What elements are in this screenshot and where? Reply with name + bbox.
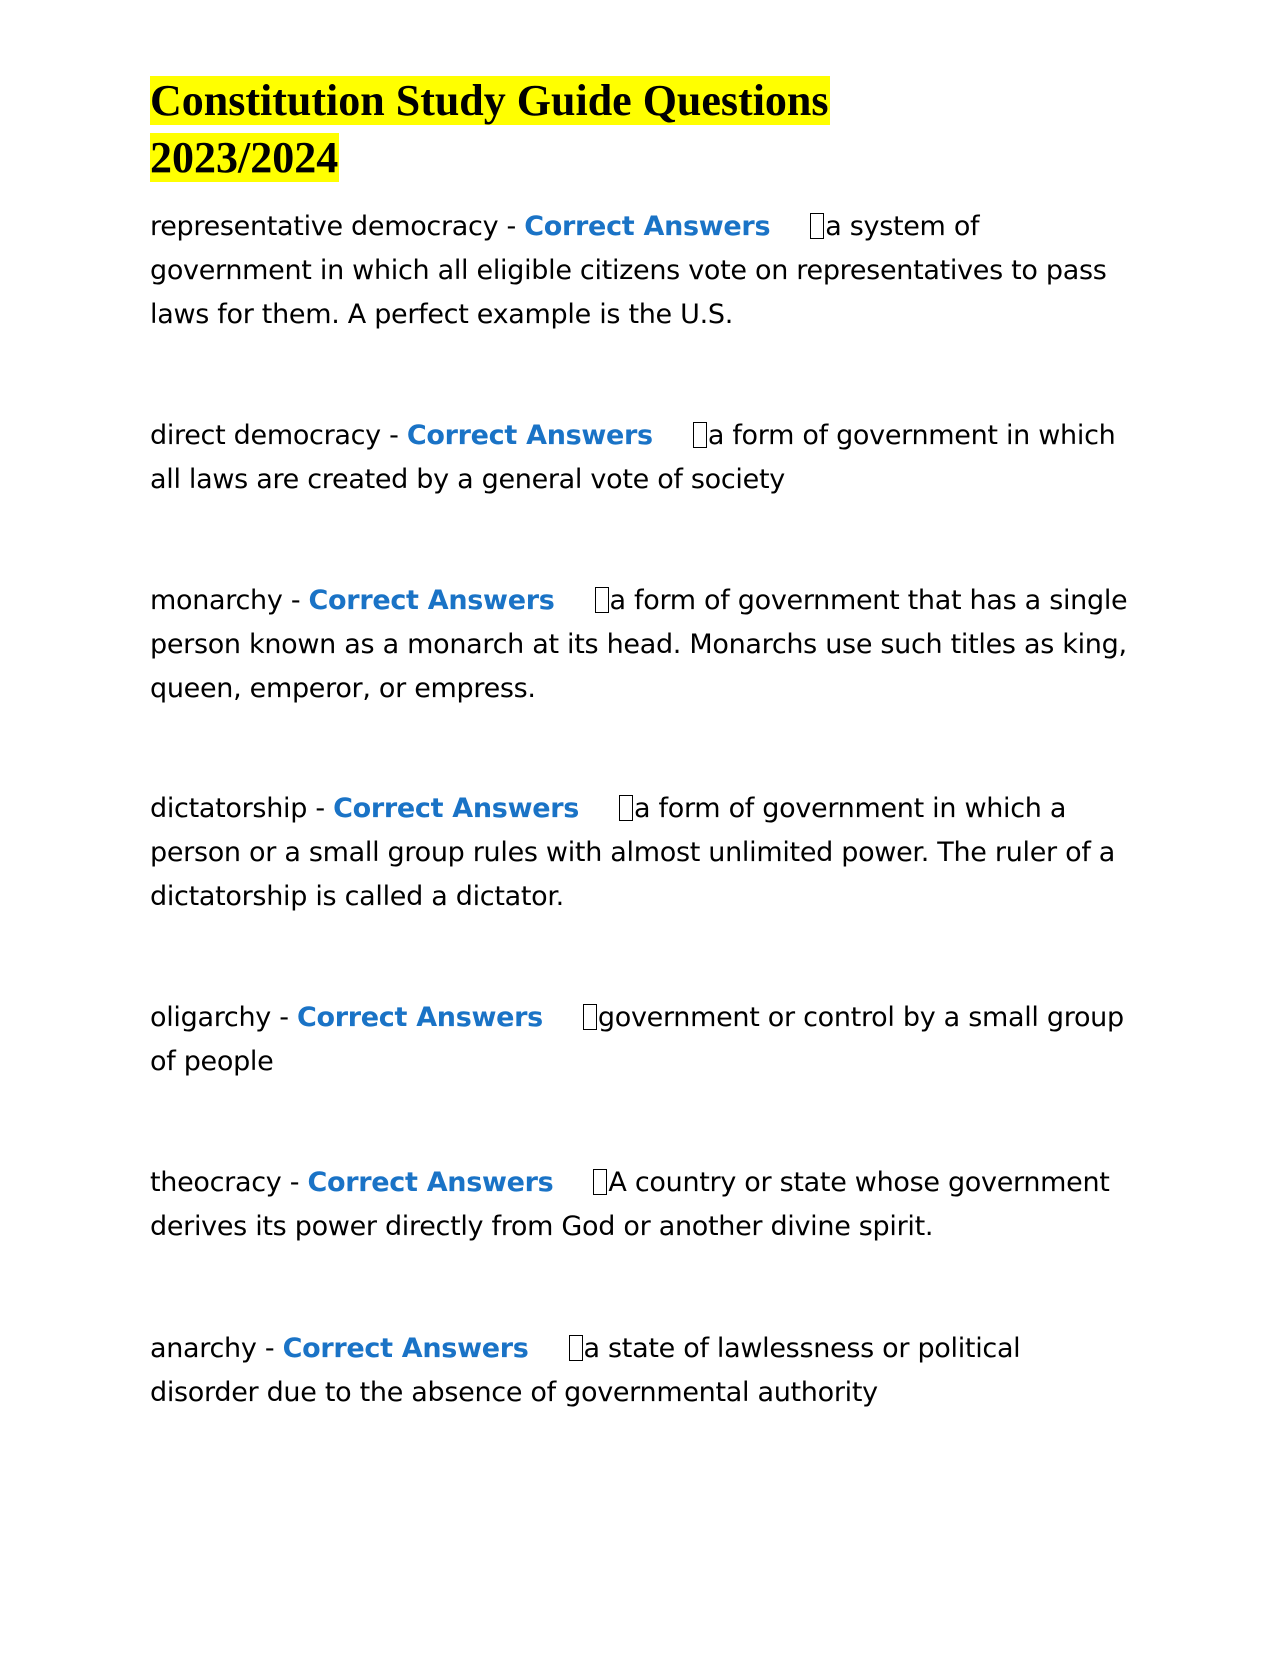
entry-definition: a system of government in which all eligible citizens vote on representatives to pass laws for them. A perfect example is the U.S. xyxy=(150,211,1107,330)
correct-answers-label: Correct Answers xyxy=(296,1002,543,1033)
entry-separator: - xyxy=(380,420,407,451)
entry-term: representative democracy xyxy=(150,211,499,242)
missing-glyph-box-icon xyxy=(569,1335,583,1361)
entry-definition: a form of government in which all laws are created by a general vote of society xyxy=(150,420,1116,495)
entry-theocracy xyxy=(150,1161,1130,1249)
page-title xyxy=(150,72,1150,186)
entry-separator: - xyxy=(281,1167,308,1198)
missing-glyph-box-icon xyxy=(619,795,633,821)
entry-separator: - xyxy=(270,1002,297,1033)
missing-glyph-box-icon xyxy=(593,1169,607,1195)
entry-definition: a state of lawlessness or political disorder due to the absence of governmental authority xyxy=(150,1333,1021,1408)
entry-term: oligarchy xyxy=(150,1002,271,1033)
entry-term: direct democracy xyxy=(150,420,381,451)
entry-oligarchy xyxy=(150,996,1130,1084)
correct-answers-label: Correct Answers xyxy=(307,1167,554,1198)
correct-answers-label: Correct Answers xyxy=(282,1333,529,1364)
entry-direct-democracy xyxy=(150,414,1130,502)
correct-answers-label: Correct Answers xyxy=(406,420,653,451)
entry-term: theocracy xyxy=(150,1167,282,1198)
entry-definition: a form of government that has a single person known as a monarch at its head. Monarchs use such titles as king, queen, emperor, or empress. xyxy=(150,585,1128,704)
entry-dictatorship xyxy=(150,787,1130,919)
correct-answers-label: Correct Answers xyxy=(308,585,555,616)
entry-representative-democracy xyxy=(150,205,1130,337)
entry-definition: government or control by a small group of people xyxy=(150,1002,1124,1077)
missing-glyph-box-icon xyxy=(810,213,824,239)
entry-separator: - xyxy=(498,211,525,242)
entry-term: dictatorship xyxy=(150,793,308,824)
entry-separator: - xyxy=(282,585,309,616)
correct-answers-label: Correct Answers xyxy=(333,793,580,824)
entry-definition: a form of government in which a person or a small group rules with almost unlimited power. The ruler of a dictatorship is called a dictator. xyxy=(150,793,1116,912)
missing-glyph-box-icon xyxy=(583,1004,597,1030)
entry-term: monarchy xyxy=(150,585,283,616)
entry-separator: - xyxy=(256,1333,283,1364)
correct-answers-label: Correct Answers xyxy=(524,211,771,242)
entry-definition: A country or state whose government derives its power directly from God or another divine spirit. xyxy=(150,1167,1110,1242)
entry-term: anarchy xyxy=(150,1333,257,1364)
missing-glyph-box-icon xyxy=(595,587,609,613)
entry-anarchy xyxy=(150,1327,1130,1415)
missing-glyph-box-icon xyxy=(693,422,707,448)
entry-separator: - xyxy=(307,793,334,824)
title-line-1: Constitution Study Guide Questions xyxy=(150,76,829,125)
entry-monarchy xyxy=(150,579,1130,711)
title-line-2: 2023/2024 xyxy=(150,133,339,182)
